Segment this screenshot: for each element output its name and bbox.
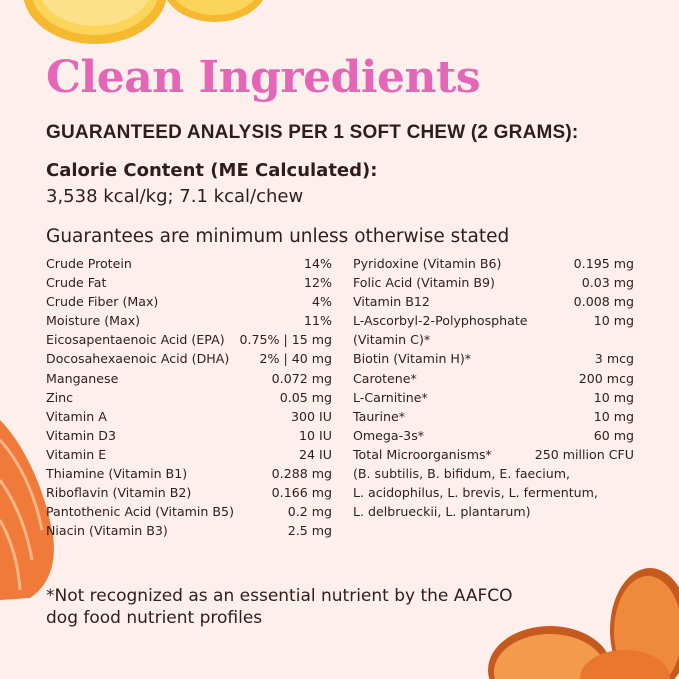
nutrient-row xyxy=(46,311,332,330)
nutrient-name: Vitamin A xyxy=(46,408,107,424)
nutrient-row xyxy=(353,369,634,388)
nutrient-name: Crude Protein xyxy=(46,256,132,271)
nutrient-name: Omega-3s* xyxy=(353,427,425,443)
nutrient-amount: 4% xyxy=(312,294,332,310)
nutrient-amount: 0.03 mg xyxy=(581,275,634,291)
nutrient-amount: 0.166 mg xyxy=(271,485,332,501)
nutrient-row xyxy=(46,483,332,502)
nutrient-row-continuation xyxy=(353,483,634,502)
nutrient-amount: 0.2 mg xyxy=(287,504,332,520)
nutrient-amount: 11% xyxy=(304,313,332,329)
nutrient-row xyxy=(46,369,332,388)
nutrient-name: Carotene* xyxy=(353,370,417,386)
nutrient-name: Vitamin E xyxy=(46,446,107,462)
nutrient-name: Vitamin D3 xyxy=(46,427,116,443)
analysis-subtitle: GUARANTEED ANALYSIS PER 1 SOFT CHEW (2 GRAMS): xyxy=(46,122,579,143)
calorie-content-value: 3,538 kcal/kg; 7.1 kcal/chew xyxy=(46,186,304,207)
nutrient-amount: 0.288 mg xyxy=(271,466,332,482)
nutrient-row xyxy=(353,349,634,368)
page-title: Clean Ingredients xyxy=(46,52,481,103)
calorie-content-heading: Calorie Content (ME Calculated): xyxy=(46,160,378,181)
nutrient-list-right xyxy=(353,254,634,521)
nutrient-name: Thiamine (Vitamin B1) xyxy=(46,466,188,482)
nutrient-name: Biotin (Vitamin H)* xyxy=(353,351,472,367)
nutrient-row xyxy=(46,464,332,483)
nutrient-amount: 0.195 mg xyxy=(573,256,634,271)
nutrient-row xyxy=(46,349,332,368)
nutrient-name: Folic Acid (Vitamin B9) xyxy=(353,275,495,291)
nutrient-amount: 200 mcg xyxy=(578,370,634,386)
nutrient-name: Crude Fat xyxy=(46,275,107,291)
nutrient-amount: 0.008 mg xyxy=(573,294,634,310)
nutrient-row xyxy=(46,292,332,311)
nutrient-amount: 10 mg xyxy=(593,389,634,405)
nutrient-amount: 250 million CFU xyxy=(534,446,634,462)
nutrient-amount: 0.75% | 15 mg xyxy=(239,332,332,348)
nutrient-amount: 0.072 mg xyxy=(271,370,332,386)
nutrient-name: Niacin (Vitamin B3) xyxy=(46,523,168,539)
nutrient-row xyxy=(46,330,332,349)
nutrient-row xyxy=(46,445,332,464)
nutrient-name: Eicosapentaenoic Acid (EPA) xyxy=(46,332,225,348)
nutrient-row xyxy=(46,502,332,521)
nutrient-amount: 2.5 mg xyxy=(287,523,332,539)
nutrient-row xyxy=(46,388,332,407)
nutrient-name: Pantothenic Acid (Vitamin B5) xyxy=(46,504,234,520)
nutrient-amount: 2% | 40 mg xyxy=(259,351,332,367)
guarantees-note: Guarantees are minimum unless otherwise stated xyxy=(46,226,510,247)
nutrient-name: Pyridoxine (Vitamin B6) xyxy=(353,256,502,271)
nutrient-row xyxy=(353,254,634,273)
nutrient-row xyxy=(46,426,332,445)
nutrient-row xyxy=(353,445,634,464)
nutrient-amount: 24 IU xyxy=(299,446,332,462)
nutrient-name: Docosahexaenoic Acid (DHA) xyxy=(46,351,230,367)
nutrient-amount: 10 mg xyxy=(593,408,634,424)
nutrient-name: L-Ascorbyl-2-Polyphosphate xyxy=(353,313,528,329)
nutrient-name: Manganese xyxy=(46,370,119,386)
nutrient-row-continuation xyxy=(353,464,634,483)
nutrient-name: L. acidophilus, L. brevis, L. fermentum, xyxy=(353,485,598,501)
nutrient-name: Taurine* xyxy=(353,408,406,424)
nutrient-row xyxy=(46,521,332,540)
nutrient-amount: 12% xyxy=(304,275,332,291)
nutrient-name: Zinc xyxy=(46,389,74,405)
nutrient-row xyxy=(353,311,634,330)
nutrient-row-continuation xyxy=(353,502,634,521)
nutrient-name: Crude Fiber (Max) xyxy=(46,294,159,310)
nutrient-amount: 300 IU xyxy=(291,408,332,424)
nutrient-amount: 14% xyxy=(304,256,332,271)
nutrient-name: Moisture (Max) xyxy=(46,313,141,329)
nutrient-amount: 0.05 mg xyxy=(279,389,332,405)
nutrient-name: Vitamin B12 xyxy=(353,294,430,310)
nutrient-name: L. delbrueckii, L. plantarum) xyxy=(353,504,531,520)
nutrient-name: (B. subtilis, B. bifidum, E. faecium, xyxy=(353,466,570,482)
footnote: *Not recognized as an essential nutrient by the AAFCO dog food nutrient profiles xyxy=(46,586,513,628)
nutrient-amount: 60 mg xyxy=(593,427,634,443)
nutrient-row-continuation xyxy=(353,330,634,349)
nutrient-amount: 10 IU xyxy=(299,427,332,443)
nutrient-name: L-Carnitine* xyxy=(353,389,428,405)
nutrient-list-left xyxy=(46,254,332,540)
nutrient-row xyxy=(353,388,634,407)
nutrient-row xyxy=(353,273,634,292)
nutrient-row xyxy=(353,407,634,426)
nutrient-row xyxy=(46,407,332,426)
lemon-slice-image xyxy=(0,0,270,50)
nutrient-row xyxy=(46,273,332,292)
nutrient-row xyxy=(46,254,332,273)
nutrient-name: Riboflavin (Vitamin B2) xyxy=(46,485,192,501)
nutrient-name: (Vitamin C)* xyxy=(353,332,431,348)
nutrient-amount: 10 mg xyxy=(593,313,634,329)
nutrient-amount: 3 mcg xyxy=(594,351,634,367)
nutrient-row xyxy=(353,426,634,445)
nutrient-row xyxy=(353,292,634,311)
nutrient-name: Total Microorganisms* xyxy=(353,446,492,462)
